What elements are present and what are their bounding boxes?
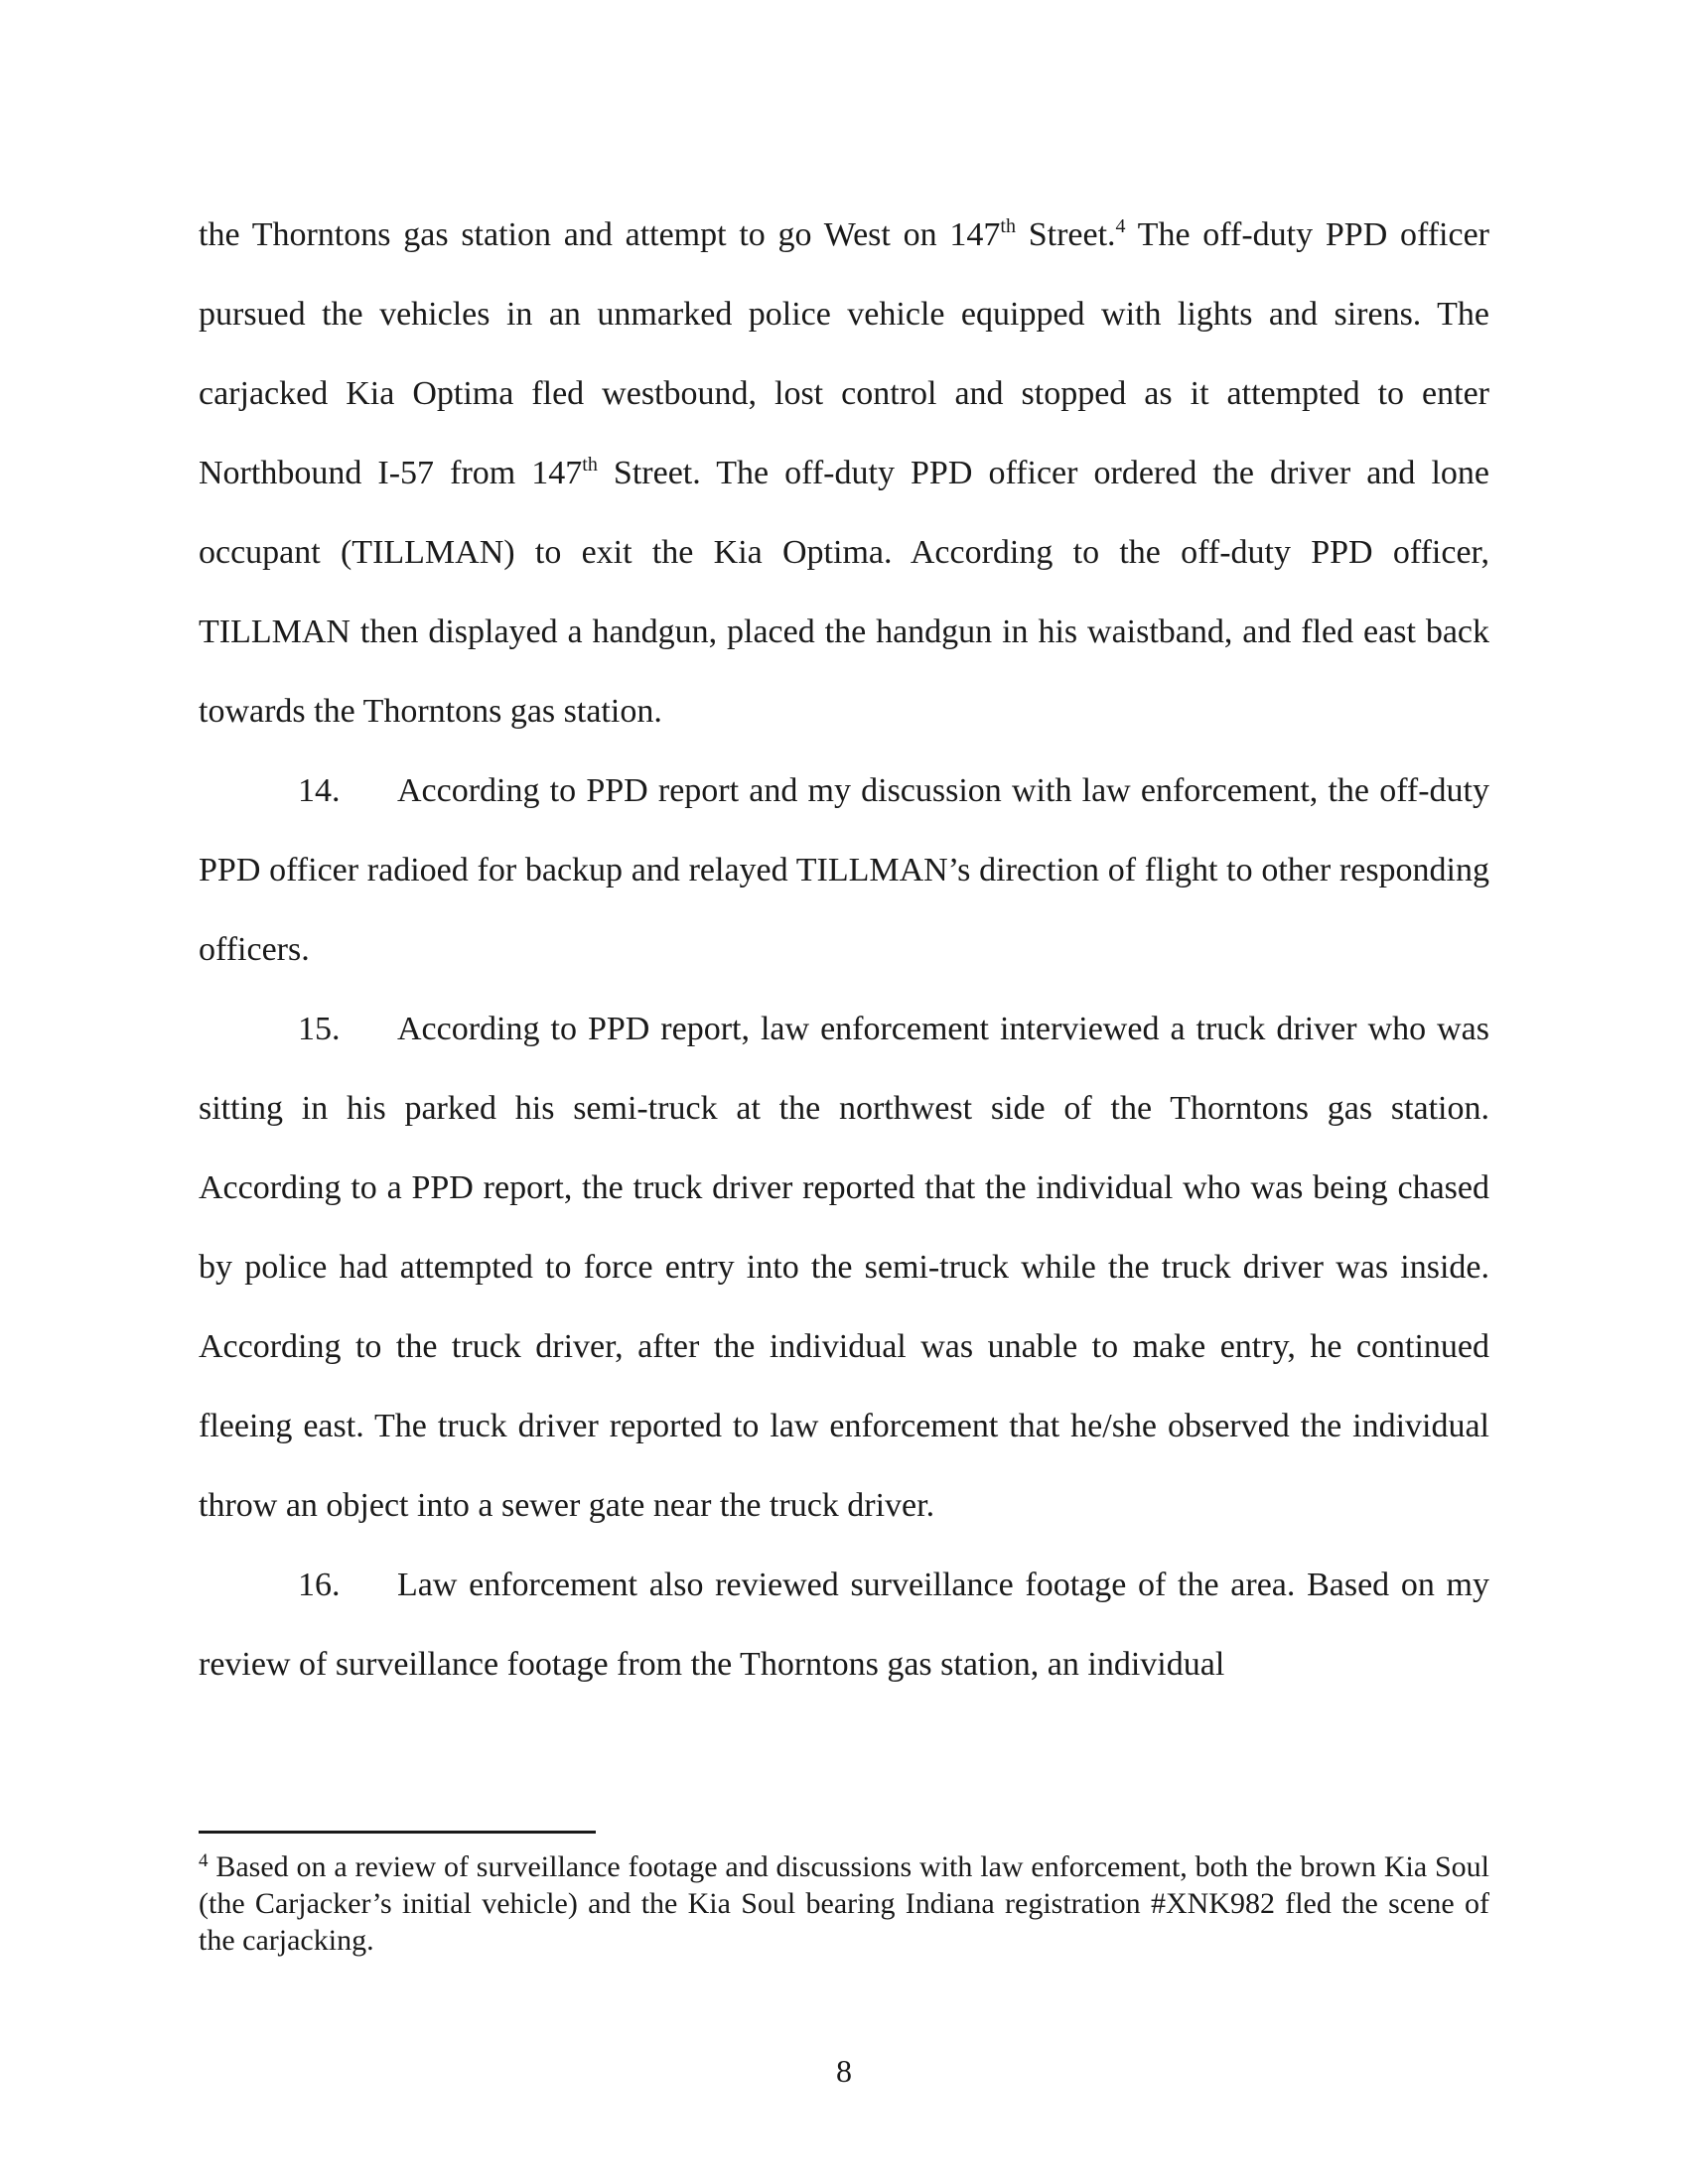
paragraph-text: According to PPD report and my discussion with law enforcement, the off-duty PPD officer radioed for backup and relayed TILLMAN’s direction of flight to other responding officers. — [199, 772, 1489, 968]
paragraph-text-segment: the Thorntons gas station and attempt to go West on 147 — [199, 216, 1001, 253]
paragraph-15 — [199, 990, 1489, 1546]
footnote-reference[interactable]: 4 — [1115, 215, 1126, 237]
paragraph-text-segment: The off-duty PPD officer pursued the vehicles in an unmarked police vehicle equipped with lights and sirens. The carjacked Kia Optima fled westbound, lost control and stopped as it attempted to enter Northbound I-57 from 147 — [199, 216, 1489, 491]
body-text — [199, 196, 1489, 1705]
ordinal-superscript: th — [582, 454, 598, 476]
footnote-text: Based on a review of surveillance footage and discussions with law enforcement, both the brown Kia Soul (the Carjacker’s initial vehicle) and the Kia Soul bearing Indiana registration #XNK982 fled the scene of the carjacking. — [199, 1850, 1489, 1957]
paragraph-number: 14. — [298, 772, 341, 809]
paragraph-number: 16. — [298, 1567, 341, 1603]
paragraph-text: Law enforcement also reviewed surveillance footage of the area. Based on my review of surveillance footage from the Thorntons gas station, an individual — [199, 1567, 1489, 1683]
page-number: 8 — [836, 2053, 852, 2089]
footnote-separator — [199, 1831, 596, 1834]
paragraph-16 — [199, 1546, 1489, 1705]
footnote-marker: 4 — [199, 1850, 209, 1871]
paragraph-text-segment: Street. The off-duty PPD officer ordered the driver and lone occupant (TILLMAN) to exit the Kia Optima. According to the off-duty PPD officer, TILLMAN then displayed a handgun, placed the handgun in his waistband, and fled east back towards the Thorntons gas station. — [199, 455, 1490, 730]
paragraph-14 — [199, 751, 1489, 990]
continued-paragraph — [199, 196, 1489, 751]
paragraph-text-segment: Street. — [1015, 216, 1116, 253]
paragraph-text: According to PPD report, law enforcement interviewed a truck driver who was sitting in his parked his semi-truck at the northwest side of the Thorntons gas station. According to a PPD report, the truck driver reported that the individual who was being chased by police had attempted to force entry into the semi-truck while the truck driver was inside. According to the truck driver, after the individual was unable to make entry, he continued fleeing east. The truck driver reported to law enforcement that he/she observed the individual throw an object into a sewer gate near the truck driver. — [199, 1011, 1489, 1524]
ordinal-superscript: th — [1000, 215, 1016, 237]
footnote — [199, 1848, 1489, 1959]
paragraph-number: 15. — [298, 1011, 341, 1047]
